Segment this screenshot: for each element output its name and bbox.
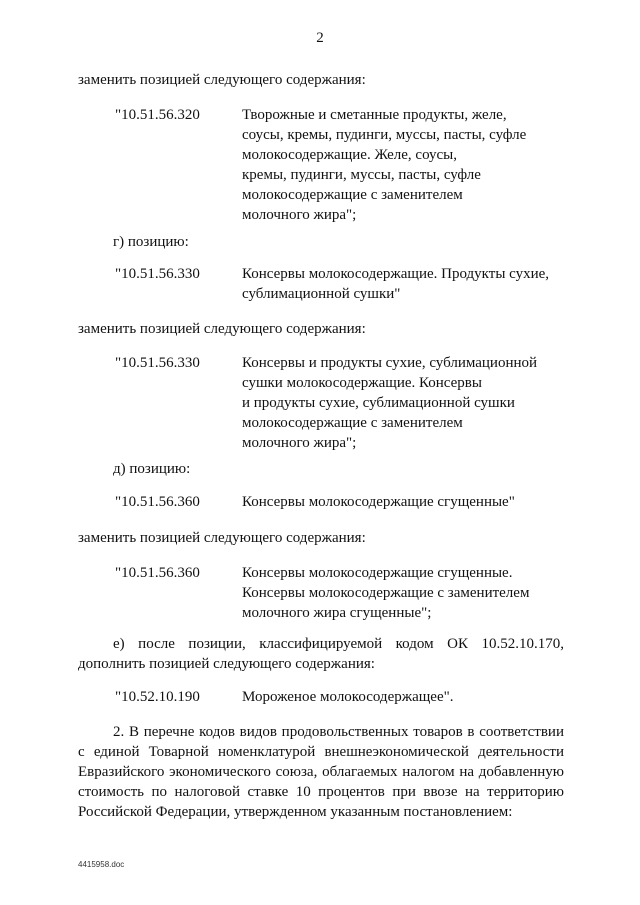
entry-description-3: [242, 353, 537, 453]
paragraph-2-line: Российской Федерации, утвержденном указанным постановлением:: [78, 804, 513, 820]
paragraph-2-line: с единой Товарной номенклатурой внешнеэкономической деятельности: [78, 744, 564, 760]
entry-code-4: "10.51.56.360: [115, 494, 200, 510]
replace-instruction-1: заменить позицией следующего содержания:: [78, 72, 366, 88]
paragraph-2-line: стоимость по налоговой ставке 10 процентов при ввозе на территорию: [78, 784, 564, 800]
paragraph-2: [78, 722, 564, 822]
entry-1-line: соусы, кремы, пудинги, муссы, пасты, суфле: [242, 127, 527, 143]
entry-3-line: молокосодержащие с заменителем: [242, 415, 463, 431]
footer-filename: 4415958.doc: [78, 860, 125, 869]
entry-code-3: "10.51.56.330: [115, 355, 200, 371]
paragraph-2-line: Евразийского экономического союза, облагаемых налогом на добавленную: [78, 764, 564, 780]
page-number: 2: [316, 30, 324, 46]
entry-description-5: [242, 563, 529, 623]
entry-5-line: Консервы молокосодержащие сгущенные.: [242, 565, 513, 581]
item-e-line: дополнить позицией следующего содержания:: [78, 656, 375, 672]
entry-description-2: [242, 264, 549, 304]
entry-code-5: "10.51.56.360: [115, 565, 200, 581]
paragraph-2-line: 2. В перечне кодов видов продовольственных товаров в соответствии: [113, 724, 564, 740]
entry-description-1: [242, 105, 526, 225]
entry-1-line: молокосодержащие. Желе, соусы,: [242, 147, 458, 163]
entry-code-1: "10.51.56.320: [115, 107, 200, 123]
entry-5-line: Консервы молокосодержащие с заменителем: [242, 585, 530, 601]
entry-4-line: Консервы молокосодержащие сгущенные": [242, 494, 515, 510]
entry-2-line: сублимационной сушки": [242, 286, 401, 302]
item-d: д) позицию:: [113, 461, 191, 477]
entry-code-6: "10.52.10.190: [115, 689, 200, 705]
entry-5-line: молочного жира сгущенные";: [242, 605, 432, 621]
entry-1-line: молокосодержащие с заменителем: [242, 187, 463, 203]
entry-1-line: молочного жира";: [242, 207, 357, 223]
replace-instruction-2: заменить позицией следующего содержания:: [78, 321, 366, 337]
item-e-paragraph: [78, 634, 564, 674]
entry-3-line: сушки молокосодержащие. Консервы: [242, 375, 482, 391]
item-e-line: е) после позиции, классифицируемой кодом ОК 10.52.10.170,: [113, 636, 564, 652]
replace-instruction-3: заменить позицией следующего содержания:: [78, 530, 366, 546]
entry-1-line: Творожные и сметанные продукты, желе,: [242, 107, 507, 123]
item-g: г) позицию:: [113, 234, 189, 250]
entry-code-2: "10.51.56.330: [115, 266, 200, 282]
entry-2-line: Консервы молокосодержащие. Продукты сухие,: [242, 266, 550, 282]
entry-description-4: [242, 492, 515, 512]
entry-description-6: [242, 687, 454, 707]
entry-3-line: и продукты сухие, сублимационной сушки: [242, 395, 515, 411]
entry-6-line: Мороженое молокосодержащее".: [242, 689, 454, 705]
entry-3-line: молочного жира";: [242, 435, 357, 451]
entry-3-line: Консервы и продукты сухие, сублимационной: [242, 355, 538, 371]
entry-1-line: кремы, пудинги, муссы, пасты, суфле: [242, 167, 481, 183]
